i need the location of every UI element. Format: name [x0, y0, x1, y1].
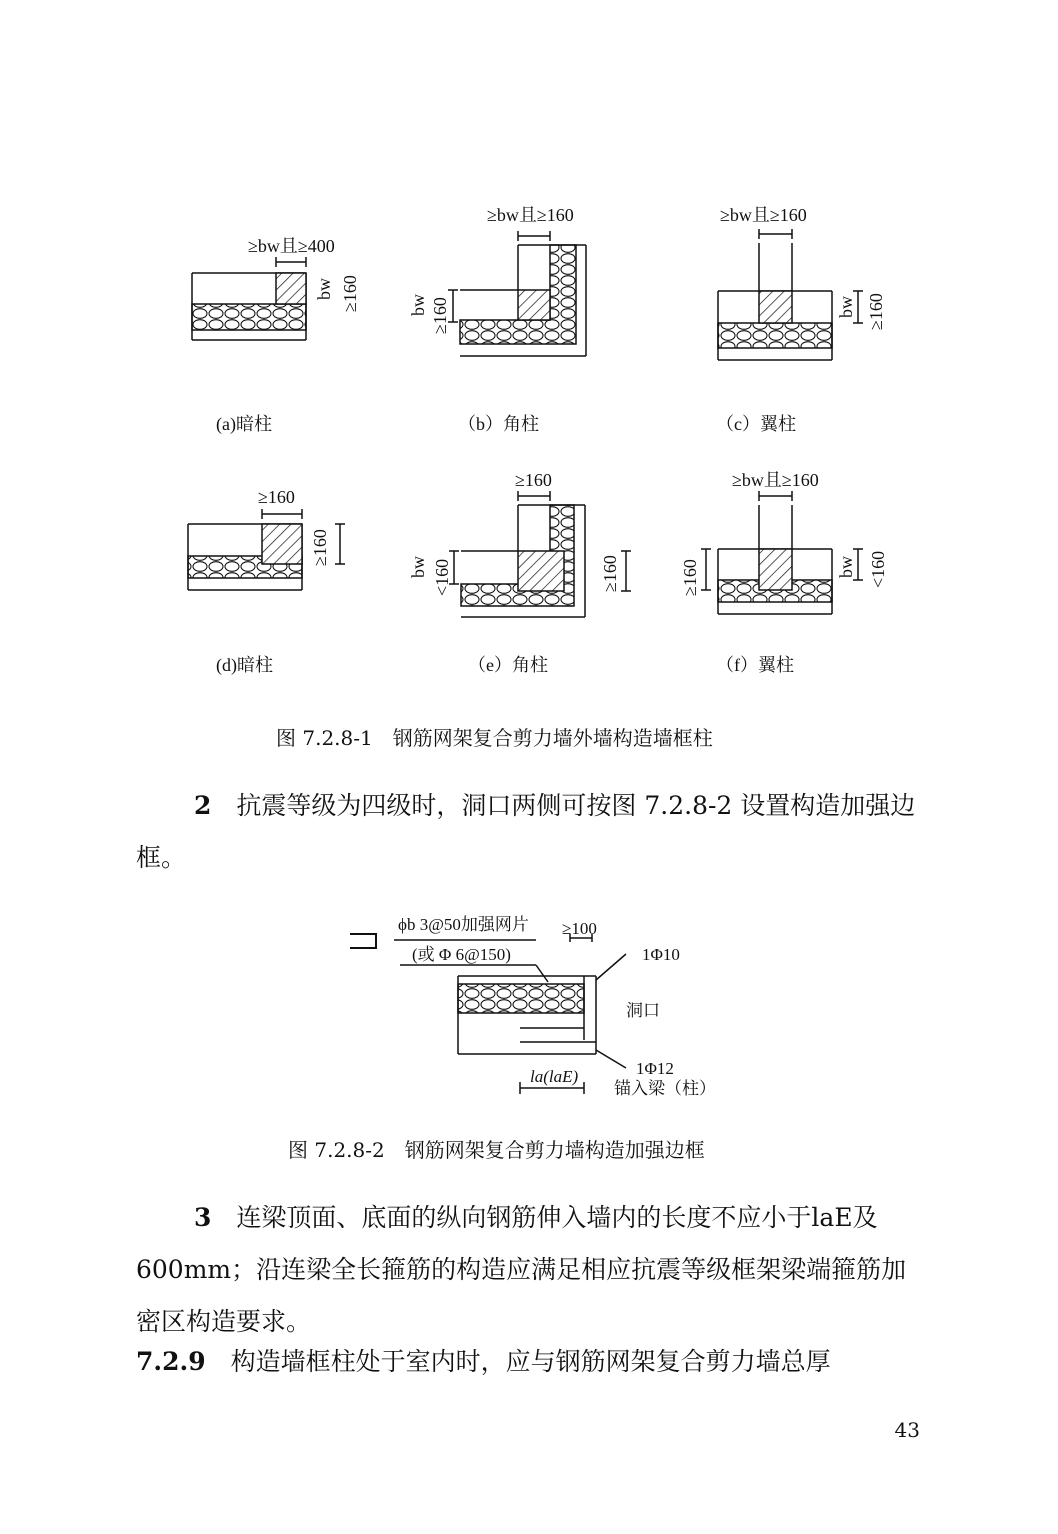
dim-la-label: la(laE) [530, 1067, 579, 1086]
dim-top-label: ≥100 [562, 919, 597, 938]
paragraph-2-text: 抗震等级为四级时，洞口两侧可按图 7.2.8-2 设置构造加强边框。 [136, 791, 916, 872]
opening-label: 洞口 [626, 1001, 660, 1020]
paragraph-2-number: 2 [194, 791, 212, 820]
dim-e-side-r: ≥160 [600, 555, 620, 592]
dim-d-side-v: ≥160 [310, 529, 330, 566]
dim-c-top: ≥bw且≥160 [720, 205, 807, 225]
paragraph-3 [136, 1192, 926, 1348]
paragraph-4-number: 7.2.9 [136, 1347, 206, 1376]
diagram-a [192, 257, 306, 340]
figure-7-2-8-2 [0, 900, 1058, 1140]
label-e: （e）角柱 [468, 655, 548, 675]
dim-e-side-lt: <160 [432, 558, 452, 596]
diagram-c [718, 229, 863, 360]
dim-b-side-b: bw [408, 294, 428, 316]
paragraph-4 [136, 1336, 926, 1388]
dim-f-side-lt: <160 [868, 550, 888, 588]
bar-bottom-label: 1Φ12 [636, 1059, 674, 1078]
label-c: （c）翼柱 [716, 414, 796, 434]
dim-f-side-b: bw [836, 556, 856, 578]
dim-a-side-v: ≥160 [340, 275, 360, 312]
diagram-f [701, 491, 863, 614]
dim-f-side-l: ≥160 [680, 559, 700, 596]
paragraph-3-number: 3 [194, 1203, 212, 1232]
figure-1-caption: 图 7.2.8-1 钢筋网架复合剪力墙外墙构造墙框柱 [276, 726, 713, 750]
bar-top-label: 1Φ10 [642, 945, 680, 964]
diagram-e [449, 491, 631, 617]
dim-e-top: ≥160 [515, 470, 552, 490]
label-b: （b）角柱 [458, 414, 539, 434]
paragraph-3-text: 连梁顶面、底面的纵向钢筋伸入墙内的长度不应小于laE及600mm；沿连梁全长箍筋的构造应满足相应抗震等级框架梁端箍筋加密区构造要求。 [136, 1203, 907, 1336]
dim-c-side-b: bw [836, 296, 856, 318]
label-f: （f）翼柱 [716, 655, 794, 675]
dim-b-top: ≥bw且≥160 [487, 205, 574, 225]
dim-e-side-b: bw [408, 556, 428, 578]
dim-c-side-v: ≥160 [866, 293, 886, 330]
dim-a-side-b: bw [314, 278, 334, 300]
label-a: (a)暗柱 [216, 414, 272, 434]
anchor-label: 锚入梁（柱） [614, 1079, 716, 1098]
dim-d-top: ≥160 [258, 487, 295, 507]
mesh-alt-label: (或 Φ 6@150) [412, 945, 511, 964]
dim-f-top: ≥bw且≥160 [732, 470, 819, 490]
diagram-b [448, 231, 586, 356]
figure-7-2-8-1 [0, 0, 1058, 700]
mesh-label: ϕb 3@50加强网片 [398, 915, 529, 934]
page-number: 43 [894, 1418, 920, 1442]
dim-b-side-v: ≥160 [430, 297, 450, 334]
label-d: (d)暗柱 [216, 655, 273, 675]
dim-a-top: ≥bw且≥400 [248, 236, 335, 256]
figure-2-caption: 图 7.2.8-2 钢筋网架复合剪力墙构造加强边框 [288, 1138, 705, 1162]
paragraph-4-text: 构造墙框柱处于室内时，应与钢筋网架复合剪力墙总厚 [230, 1347, 831, 1376]
paragraph-2 [136, 780, 926, 884]
